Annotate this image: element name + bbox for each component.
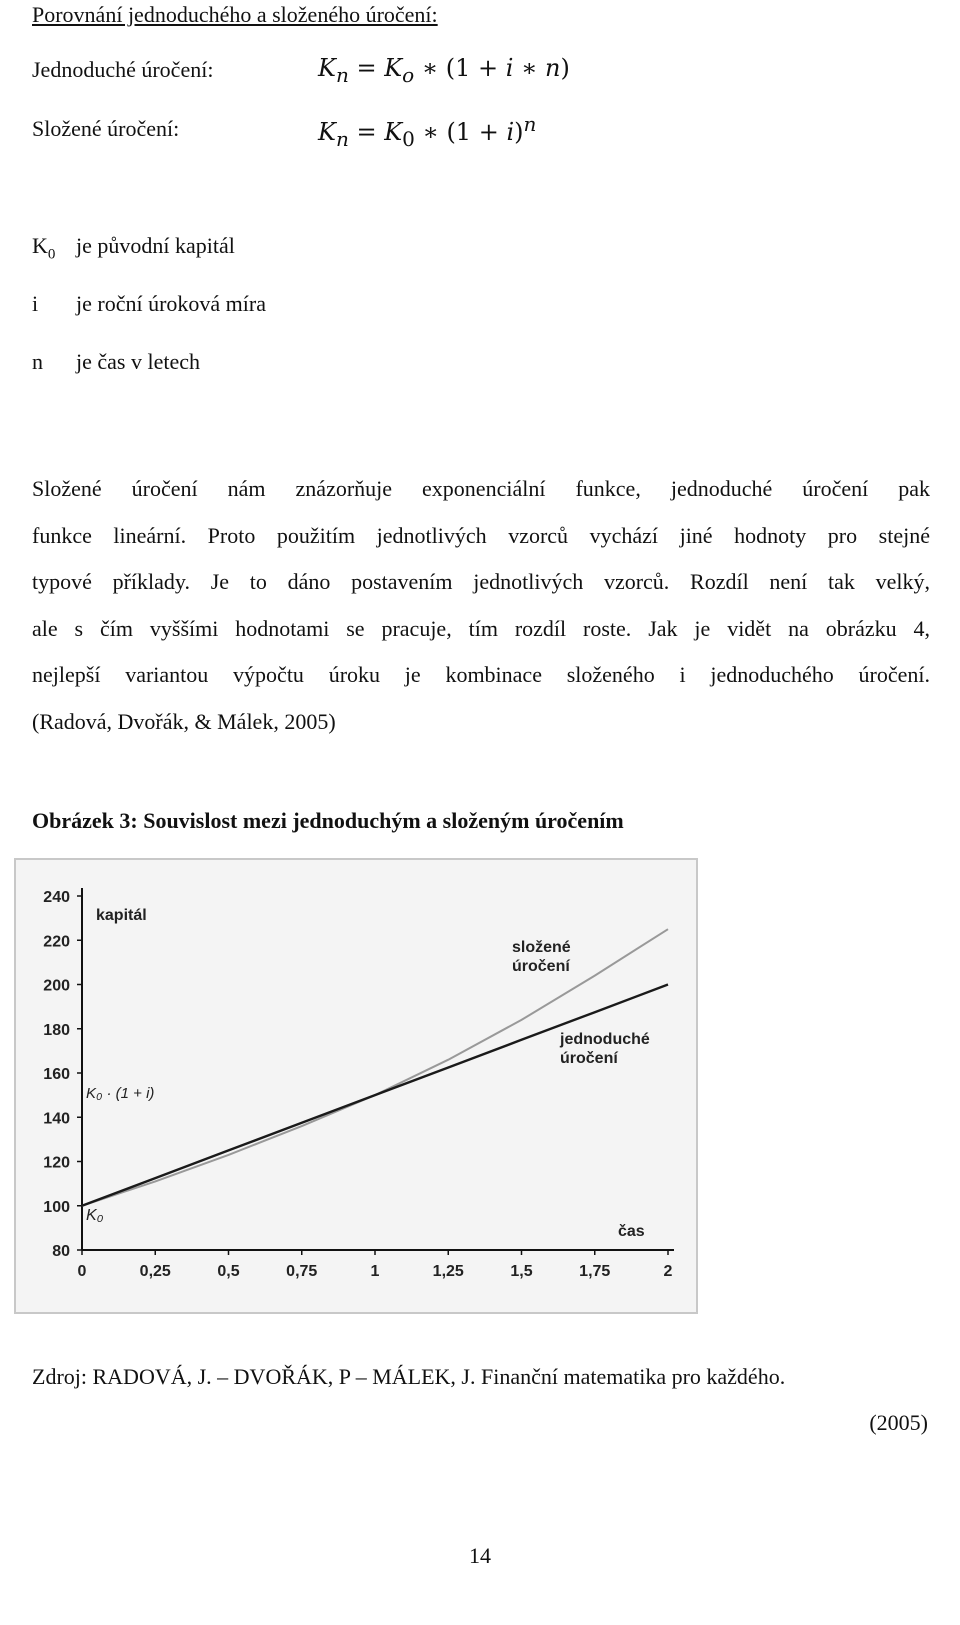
page-number: 14 [469, 1543, 491, 1568]
k1-annotation: K₀ · (1 + i) [86, 1085, 155, 1102]
x-tick-label: 1,5 [510, 1263, 533, 1280]
compound-series-label-line: složené [512, 939, 571, 956]
source-citation-year: (2005) [869, 1410, 928, 1435]
x-tick-label: 1,25 [432, 1263, 464, 1280]
y-tick-label: 140 [43, 1110, 70, 1128]
paragraph-line: funkce lineární. Proto použitím jednotlivých vzorců vychází jiné hodnoty pro stejné [32, 522, 930, 548]
source-citation: Zdroj: RADOVÁ, J. – DVOŘÁK, P – MÁLEK, J. Finanční matematika pro každého. [32, 1364, 786, 1389]
x-tick-label: 1 [370, 1263, 380, 1280]
x-tick-label: 0 [77, 1263, 87, 1280]
var-description-k0: je původní kapitál [76, 233, 235, 258]
x-axis-label: čas [618, 1223, 645, 1240]
var-symbol-n: n [32, 349, 43, 374]
x-tick-label: 0,5 [217, 1263, 240, 1280]
simple-series-label-line: jednoduché [560, 1031, 650, 1048]
paragraph-line: typové příklady. Je to dáno postavením jednotlivých vzorců. Rozdíl není tak velký, [32, 569, 930, 595]
paragraph-line: nejlepší variantou výpočtu úroku je kombinace složeného i jednoduchého úročení. [32, 662, 930, 688]
y-axis-label: kapitál [96, 907, 147, 924]
compound-interest-formula: $K_n = K_0$ ∗ $(1 + i)^n$ [318, 112, 537, 151]
simple-interest-formula: $K_n = K_o$ ∗ (1 + i ∗ n) [318, 54, 570, 87]
paragraph-line: (Radová, Dvořák, & Málek, 2005) [32, 708, 336, 734]
paragraph-line: ale s čím vyššími hodnotami se pracuje, tím rozdíl roste. Jak je vidět na obrázku 4, [32, 615, 930, 641]
y-tick-label: 120 [43, 1154, 70, 1172]
x-tick-label: 2 [663, 1263, 673, 1280]
x-tick-label: 0,25 [139, 1263, 171, 1280]
k0-annotation: K₀ [86, 1207, 104, 1224]
y-tick-label: 100 [43, 1198, 70, 1216]
simple-series-label-line: úročení [560, 1050, 618, 1067]
y-tick-label: 220 [43, 933, 70, 951]
y-tick-label: 200 [43, 977, 70, 995]
y-tick-label: 80 [52, 1243, 70, 1260]
var-symbol-i: i [32, 291, 39, 316]
var-description-n: je čas v letech [76, 349, 200, 374]
simple-interest-label: Jednoduché úročení: [32, 57, 214, 82]
interest-chart [14, 858, 698, 1314]
y-tick-label: 160 [43, 1066, 70, 1083]
compound-series-label-line: úročení [512, 958, 570, 975]
compound-interest-label: Složené úročení: [32, 116, 180, 141]
y-tick-label: 180 [43, 1021, 70, 1039]
y-tick-label: 240 [43, 889, 70, 906]
explanation-paragraph [32, 466, 930, 746]
figure-caption: Obrázek 3: Souvislost mezi jednoduchým a složeným úročením [32, 808, 624, 833]
paragraph-line: Složené úročení nám znázorňuje exponenciální funkce, jednoduché úročení pak [32, 476, 930, 501]
var-symbol-k0: $K_0$ [32, 233, 56, 263]
var-description-i: je roční úroková míra [76, 291, 266, 316]
interest-comparison-figure [14, 858, 698, 1314]
x-tick-label: 1,75 [579, 1263, 611, 1280]
x-tick-label: 0,75 [286, 1263, 318, 1280]
section-heading: Porovnání jednoduchého a složeného úročení: [32, 2, 438, 27]
